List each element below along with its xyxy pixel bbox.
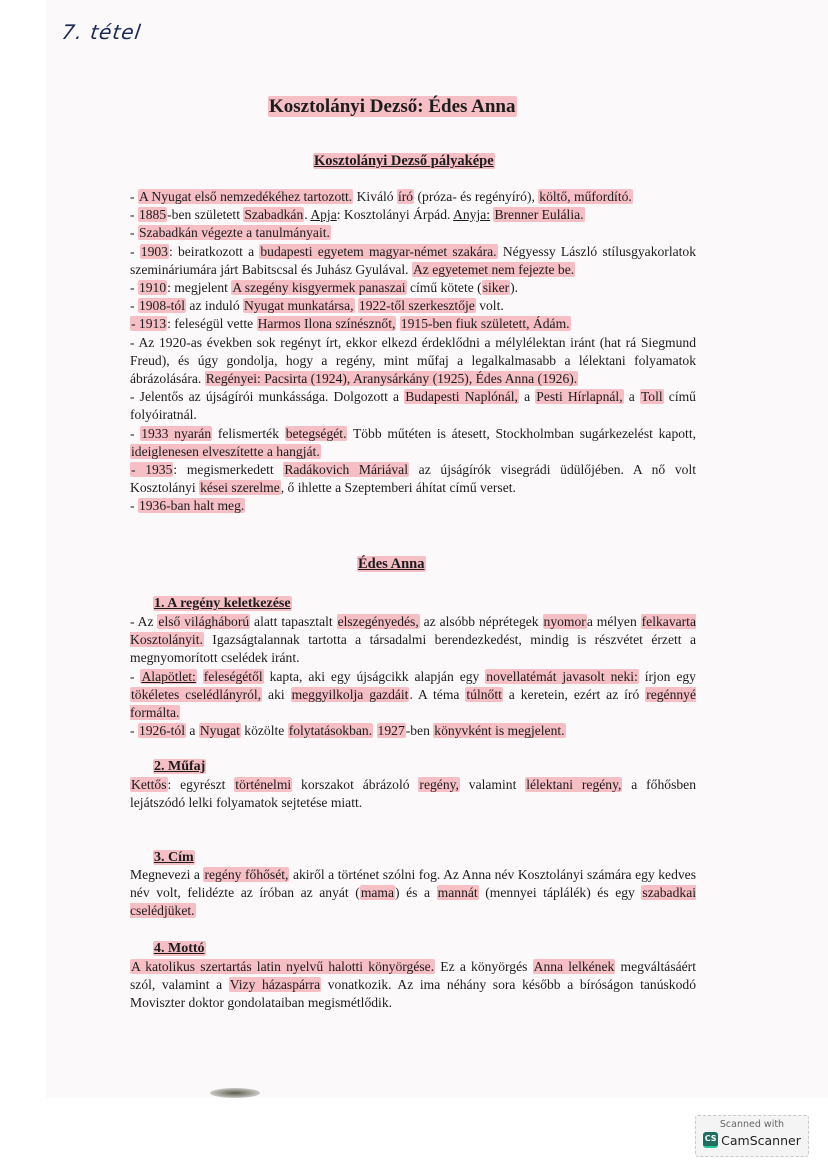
highlighted-text: lélektani regény,: [526, 777, 622, 792]
highlighted-text: 1933 nyarán: [141, 425, 212, 441]
heading-keletkezes: [153, 596, 292, 612]
text-line: [130, 668, 696, 723]
text-segment: az alsóbb néprétegek: [419, 614, 543, 629]
highlighted-text: 1903: [140, 243, 168, 259]
text-segment: akiről a történet szólni fog. Az Anna név Kosztolányi számára egy kedves név volt, felidézte az íróban az anyát (: [130, 867, 696, 901]
heading-motto: [153, 941, 206, 957]
text-segment: -: [130, 723, 138, 739]
highlighted-text: Toll: [640, 389, 663, 405]
document-title: [268, 96, 517, 118]
camscanner-badge: [695, 1115, 809, 1157]
text-line: [130, 297, 696, 315]
handwritten-note: 7. tétel: [60, 20, 143, 44]
highlighted-text: Radákovich Máriával: [284, 462, 408, 478]
text-segment: felismerték: [212, 425, 285, 441]
text-segment: , ő ihlette a Szeptemberi áhítat című verset.: [280, 480, 516, 496]
text-segment: közölte: [240, 723, 288, 739]
highlighted-text: feleségétől: [203, 668, 263, 684]
text-segment: : feleségül vette: [167, 316, 257, 332]
text-segment: volt.: [475, 298, 504, 314]
text-segment: - Az: [130, 614, 158, 629]
highlighted-text: novellatémát javasolt neki:: [486, 668, 638, 684]
highlighted-text: nyomor: [543, 614, 586, 629]
heading-text: 2. Műfaj: [154, 759, 206, 774]
keletkezes-text: [130, 613, 696, 740]
text-segment: .: [304, 207, 311, 223]
highlighted-text: Vizy házaspárra: [229, 977, 321, 993]
text-segment: az induló: [186, 298, 244, 314]
text-line: [130, 958, 696, 1013]
mufaj-text: [130, 776, 696, 812]
text-segment: a főhősben lejátszódó lelki folyamatok sejtetése miatt.: [130, 777, 696, 811]
text-line: [130, 461, 696, 497]
text-line: [130, 279, 696, 297]
text-segment: [197, 669, 203, 684]
highlighted-text: A Nyugat első nemzedékéhez tartozott.: [138, 189, 353, 204]
highlighted-text: Pesti Hírlapnál,: [536, 389, 623, 405]
highlighted-text: szabadkai cselédjüket.: [130, 885, 696, 919]
highlighted-text: kései szerelme: [200, 480, 280, 496]
text-segment: -: [130, 668, 141, 684]
highlighted-text: könyvként is megjelent.: [434, 723, 565, 739]
text-segment: - Az 1920-as években sok regényt írt, ekkor elkezd érdeklődni a mélylélektan iránt (hat rá Siegmund Freud), és úgy gondolja, hogy a regény, mint műfaj a legalkalmasabb a lélektani folyamatok ábrázolására.: [130, 334, 696, 387]
motto-lines: [130, 958, 696, 1013]
heading-text: 4. Mottó: [154, 941, 205, 956]
text-segment: valamint: [459, 777, 526, 792]
highlighted-text: 1910: [138, 280, 167, 296]
highlighted-text: Nyugat munkatársa,: [244, 298, 354, 314]
text-segment: a mélyen: [586, 614, 641, 629]
text-segment: -: [130, 189, 138, 204]
text-line: [130, 206, 696, 224]
text-segment: -: [130, 207, 138, 223]
text-segment: vonatkozik. Az ima néhány sora később a bíróságon tanúskodó Moviszter doktor gondolataiban megismétlődik.: [130, 977, 696, 1011]
camscanner-logo-icon: CS: [703, 1132, 718, 1148]
highlighted-text: ideiglenesen elveszítette a hangját.: [131, 443, 320, 459]
highlighted-text: Brenner Eulália.: [494, 207, 584, 223]
text-segment: megváltásáért szól, valamint a: [130, 959, 696, 993]
text-segment: . A téma: [409, 686, 466, 702]
text-line: [130, 243, 696, 279]
text-segment: a: [518, 389, 536, 405]
text-segment: -: [130, 298, 138, 314]
text-segment: című folyóiratnál.: [130, 389, 696, 423]
heading-text: 3. Cím: [154, 850, 194, 865]
highlighted-text: költő, műfordító.: [539, 189, 632, 204]
highlighted-text: Szabadkán végezte a tanulmányait.: [138, 225, 330, 241]
highlighted-text: regény,: [419, 777, 459, 792]
highlighted-text: siker: [482, 280, 510, 296]
highlighted-text: túlnőtt: [466, 686, 502, 702]
highlighted-text: 1915-ben fiuk született, Ádám.: [400, 316, 570, 332]
heading-mufaj: [153, 759, 206, 775]
highlighted-text: Szabadkán: [244, 207, 304, 223]
text-segment: - Jelentős az újságírói munkássága. Dolgozott a: [130, 389, 405, 405]
text-line: [130, 776, 696, 812]
highlighted-text: Harmos Ilona színésznőt,: [257, 316, 396, 332]
text-segment: -: [130, 243, 140, 259]
text-line: [130, 224, 696, 242]
novel-section-title: [357, 556, 426, 573]
scanned-with-caption: Scanned with: [719, 1119, 785, 1130]
highlighted-text: folytatásokban.: [288, 723, 373, 739]
heading-cim: [153, 850, 195, 866]
text-segment: Több műtéten is átesett, Stockholmban sugárkezelést kapott,: [347, 425, 696, 441]
highlighted-text: Budapesti Naplónál,: [405, 389, 518, 405]
text-segment: -: [130, 498, 138, 514]
text-segment: : beiratkozott a: [168, 243, 260, 259]
highlighted-text: regénnyé formálta.: [130, 686, 697, 721]
text-segment: (próza- és regényíró),: [414, 189, 539, 204]
text-segment: : megismerkedett: [173, 462, 284, 478]
novel-title-text: Édes Anna: [358, 556, 425, 572]
text-segment: ) és a: [395, 885, 437, 901]
text-segment: Megnevezi a: [130, 867, 204, 882]
text-segment: Négyessy László stílusgyakorlatok szemináriumára járt Babitscsal és Juhász Gyulával.: [130, 243, 697, 277]
career-text: [130, 188, 696, 516]
highlighted-text: betegségét.: [285, 425, 347, 441]
career-lines: [130, 188, 696, 516]
text-segment: : egyrészt: [167, 777, 235, 792]
highlighted-text: 1922-től szerkesztője: [358, 298, 475, 314]
highlighted-text: 1926-tól: [138, 723, 186, 739]
title-text: Kosztolányi Dezső: Édes Anna: [269, 96, 516, 117]
highlighted-text: első világháború: [158, 614, 250, 629]
text-segment: -: [130, 425, 141, 441]
text-segment: című kötete (: [406, 280, 482, 296]
text-line: [130, 425, 696, 461]
highlighted-text: A katolikus szertartás latin nyelvű halotti könyörgése.: [131, 959, 435, 974]
text-segment: : megjelent: [167, 280, 232, 296]
highlighted-text: - 1935: [131, 462, 173, 478]
highlighted-text: Az egyetemet nem fejezte be.: [412, 261, 575, 277]
text-segment: Igazságtalannak tartotta a társadalmi berendezkedést, mindig is részvétet érzett a megnyomorított cselédek iránt.: [130, 632, 696, 666]
highlighted-text: Kettős: [131, 777, 167, 792]
text-segment: kapta, aki egy újságcikk alapján egy: [263, 668, 486, 684]
highlighted-text: elszegényedés,: [337, 614, 419, 629]
highlighted-text: 1908-tól: [138, 298, 186, 314]
mufaj-lines: [130, 776, 696, 812]
highlighted-text: Nyugat: [199, 723, 240, 739]
career-title-text: Kosztolányi Dezső pályaképe: [314, 153, 494, 169]
highlighted-text: történelmi: [235, 777, 292, 792]
text-segment: Kiváló: [353, 189, 397, 204]
highlighted-text: Regényei: Pacsirta (1924), Aranysárkány (1925), Édes Anna (1926).: [205, 371, 578, 387]
text-line: [130, 866, 696, 921]
highlighted-text: tökéletes cselédlányról,: [131, 686, 262, 702]
text-segment: az újságírók visegrádi üdülőjében. A nő volt Kosztolányi: [130, 462, 696, 496]
highlighted-text: - 1913: [131, 316, 167, 332]
motto-text: [130, 958, 696, 1013]
text-line: [130, 334, 696, 389]
text-segment: a: [186, 723, 199, 739]
text-segment: aki: [262, 686, 291, 702]
text-line: [130, 722, 696, 740]
text-segment: Anyja:: [453, 207, 491, 223]
highlighted-text: Alapötlet:: [141, 668, 196, 684]
text-segment: ).: [510, 280, 519, 296]
keletkezes-lines: [130, 613, 696, 740]
heading-text: 1. A regény keletkezése: [154, 596, 291, 611]
text-segment: a: [623, 389, 640, 405]
text-segment: -ben: [405, 723, 434, 739]
highlighted-text: felkavarta Kosztolányit.: [130, 614, 696, 648]
highlighted-text: mannát: [437, 885, 478, 901]
highlighted-text: Anna lelkének: [533, 959, 615, 974]
highlighted-text: író: [398, 189, 414, 204]
text-segment: a keretein, ezért az író: [502, 686, 646, 702]
career-section-title: [313, 153, 495, 170]
text-segment: alatt tapasztalt: [250, 614, 337, 629]
text-segment: -ben született: [167, 207, 244, 223]
text-segment: írjon egy: [638, 668, 696, 684]
text-segment: (mennyei táplálék) és egy: [478, 885, 642, 901]
text-line: [130, 497, 696, 515]
text-line: [130, 315, 696, 333]
highlighted-text: budapesti egyetem magyar-német szakára.: [260, 243, 497, 259]
text-line: [130, 388, 696, 424]
camscanner-name: CamScanner: [721, 1132, 801, 1148]
scan-smudge: [210, 1088, 260, 1098]
text-line: [130, 188, 696, 206]
highlighted-text: regény főhősét,: [204, 867, 289, 882]
text-segment: korszakot ábrázoló: [292, 777, 419, 792]
highlighted-text: meggyilkolja gazdáit: [291, 686, 409, 702]
text-segment: Apja: [310, 207, 337, 223]
text-segment: -: [130, 225, 138, 241]
highlighted-text: A szegény kisgyermek panaszai: [232, 280, 406, 296]
text-segment: -: [130, 280, 138, 296]
text-line: [130, 613, 696, 668]
cim-text: [130, 866, 696, 921]
cim-lines: [130, 866, 696, 921]
camscanner-brand: [696, 1132, 808, 1148]
highlighted-text: 1936-ban halt meg.: [138, 498, 245, 514]
highlighted-text: 1885: [138, 207, 167, 223]
text-segment: Ez a könyörgés: [435, 959, 533, 974]
highlighted-text: 1927: [377, 723, 405, 739]
text-segment: : Kosztolányi Árpád.: [336, 207, 454, 223]
highlighted-text: mama: [360, 885, 395, 901]
